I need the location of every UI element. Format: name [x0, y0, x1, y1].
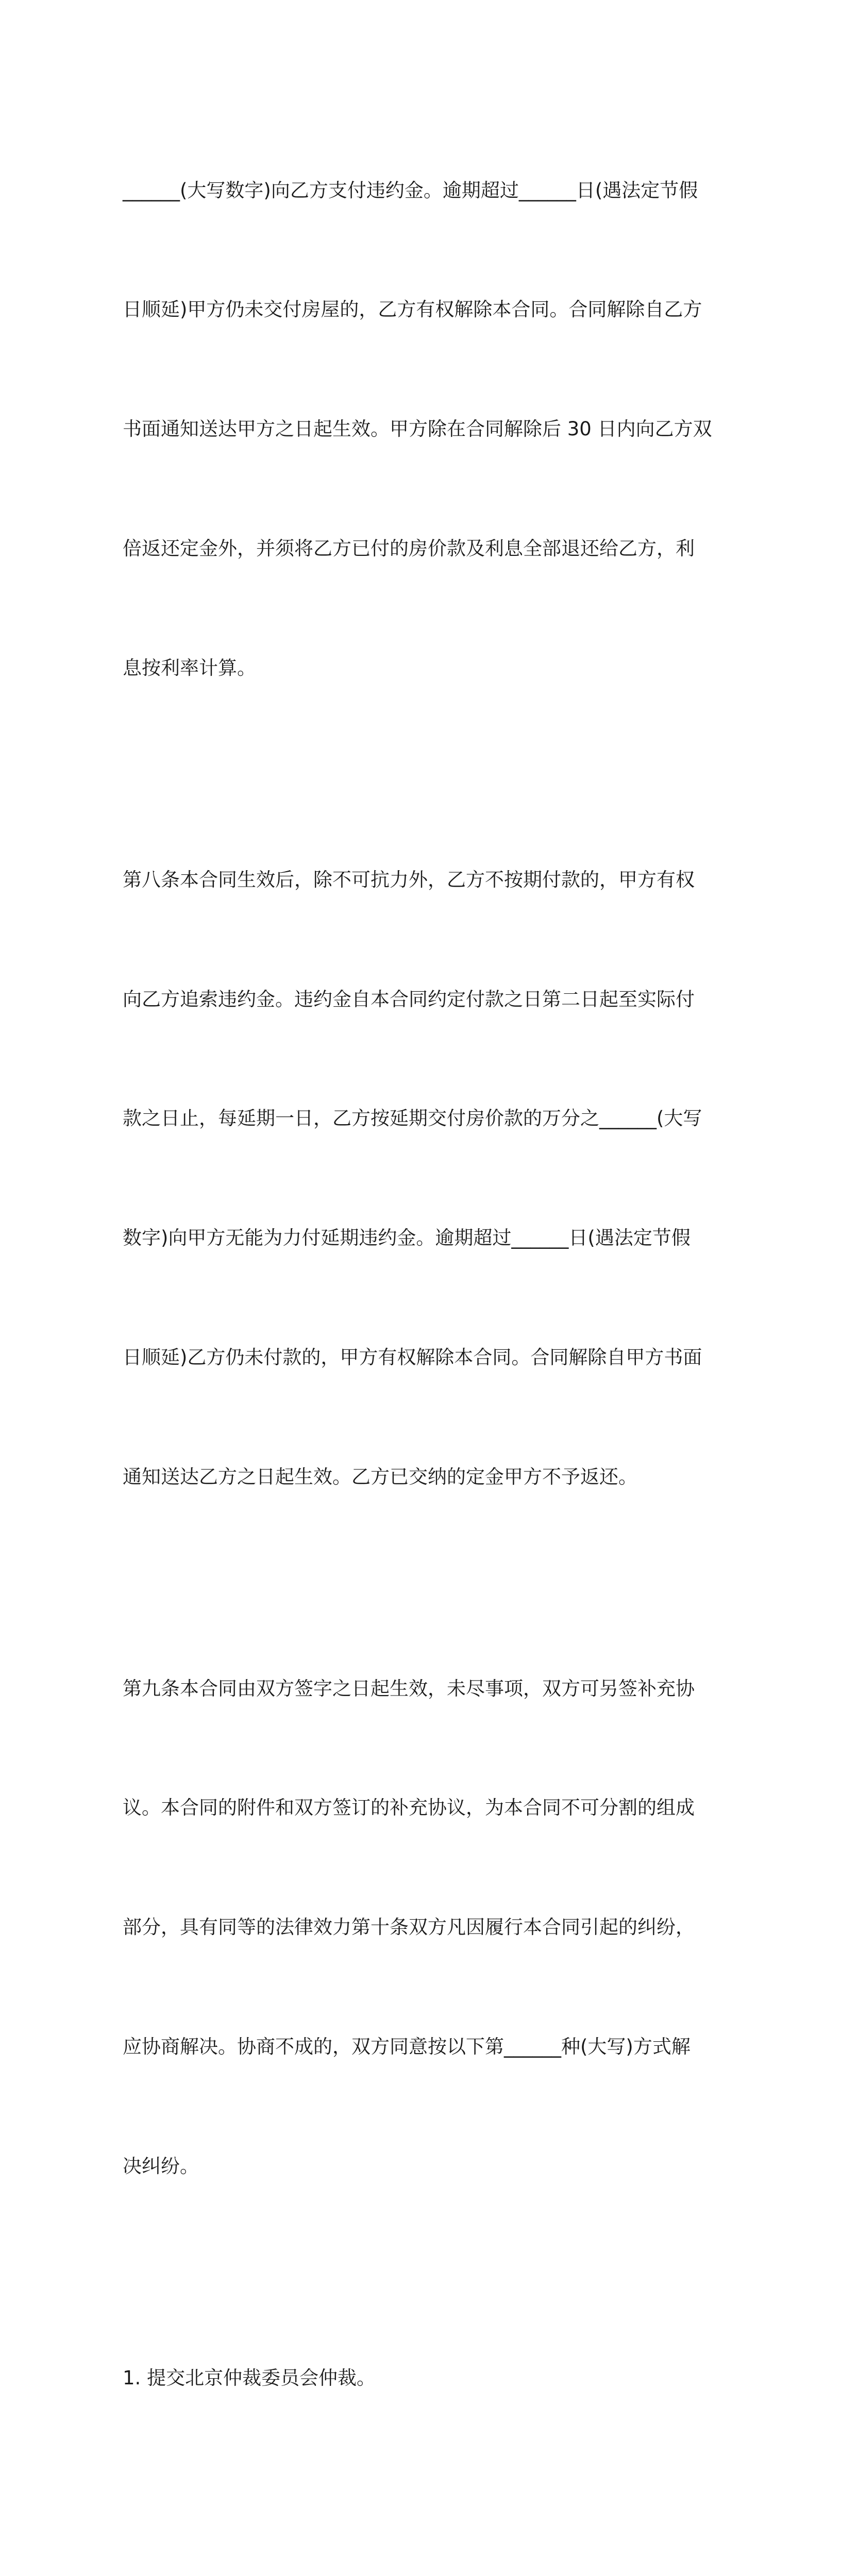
paragraph-spacer [123, 768, 720, 780]
text-line: 书面通知送达甲方之日起生效。甲方除在合同解除后 30 日内向乙方双 [123, 418, 712, 440]
paragraph-spacer [123, 2266, 720, 2278]
paragraph-spacer [123, 1577, 720, 1589]
text-line: 款之日止，每延期一日，乙方按延期交付房价款的万分之______(大写 [123, 1107, 702, 1130]
text-line: ______(大写数字)向乙方支付违约金。逾期超过______日(遇法定节假 [123, 179, 698, 201]
text-line: 息按利率计算。 [123, 657, 256, 680]
text-line: 向乙方追索违约金。违约金自本合同约定付款之日第二日起至实际付 [123, 988, 695, 1010]
option-litigation [123, 2488, 720, 2576]
paragraph-article-8 [123, 780, 720, 1577]
text-line: 部分，具有同等的法律效力第十条双方凡因履行本合同引起的纠纷， [123, 1916, 695, 1939]
text-line: 第八条本合同生效后，除不可抗力外，乙方不按期付款的，甲方有权 [123, 868, 695, 891]
text-line: 议。本合同的附件和双方签订的补充协议，为本合同不可分割的组成 [123, 1797, 695, 1819]
text-line: 应协商解决。协商不成的，双方同意按以下第______种(大写)方式解 [123, 2036, 691, 2058]
paragraph-spacer [123, 2478, 720, 2488]
text-line: 决纠纷。 [123, 2155, 199, 2178]
paragraph-article-9-10 [123, 1589, 720, 2266]
text-line: 数字)向甲方无能为力付延期违约金。逾期超过______日(遇法定节假 [123, 1227, 691, 1249]
text-line: 日顺延)甲方仍未交付房屋的，乙方有权解除本合同。合同解除自乙方 [123, 298, 702, 321]
option-arbitration [123, 2278, 720, 2477]
document-body [123, 91, 720, 2576]
text-line: 第九条本合同由双方签字之日起生效，未尽事项，双方可另签补充协 [123, 1677, 695, 1700]
text-line: 倍返还定金外，并须将乙方已付的房价款及利息全部退还给乙方，利 [123, 537, 695, 560]
paragraph-penalty-seller [123, 91, 720, 768]
text-line: 1. 提交北京仲裁委员会仲裁。 [123, 2366, 376, 2389]
text-line: 通知送达乙方之日起生效。乙方已交纳的定金甲方不予返还。 [123, 1466, 637, 1488]
text-line: 日顺延)乙方仍未付款的，甲方有权解除本合同。合同解除自甲方书面 [123, 1346, 702, 1369]
text-line [123, 2568, 720, 2576]
